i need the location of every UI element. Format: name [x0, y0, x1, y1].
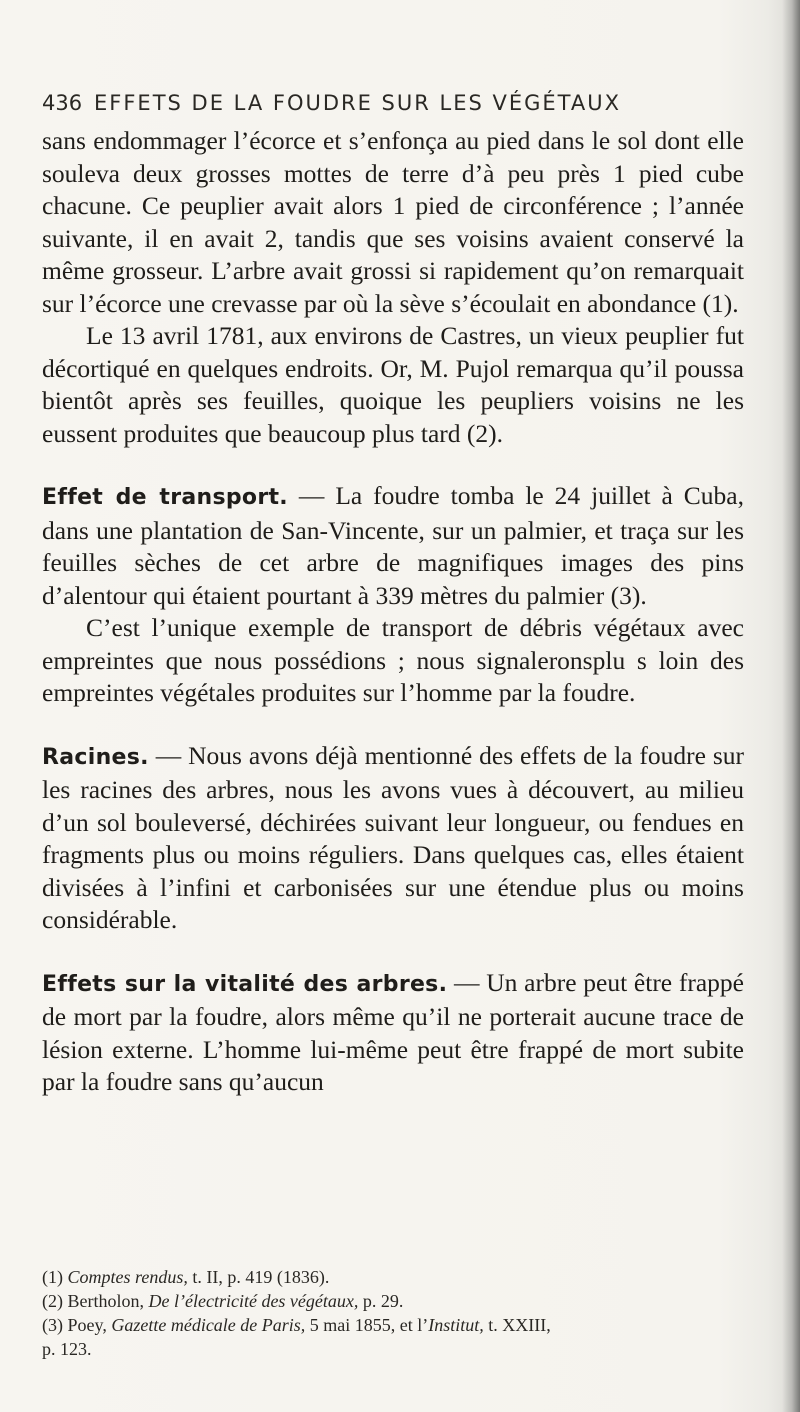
footnotes: [42, 1265, 742, 1361]
section-text-vitalite: — Un arbre peut être frappé de mort par la foudre, alors même qu’il ne porterait aucune trace de lésion externe. L’homme lui-même peut être frappé de mort subite par la foudre sans qu’aucun: [42, 967, 744, 1096]
footnote-3: (3) Poey, Gazette médicale de Paris, 5 mai 1855, et l’Institut, t. XXIII,: [42, 1315, 551, 1335]
section-racines: [42, 740, 744, 937]
page-number: 436: [42, 91, 83, 115]
footnote-2: (2) Bertholon, De l’électricité des végétaux, p. 29.: [42, 1291, 404, 1311]
section-text-transport: — La foudre tomba le 24 juillet à Cuba, dans une plantation de San-Vincente, sur un palmier, et traça sur les feuilles sèches de cet arbre de magnifiques images des pins d’alentour qui étaient pourtant à 339 mètres du palmier (3).: [42, 481, 744, 610]
running-header: [42, 91, 742, 121]
section-heading-racines: Racines.: [42, 744, 149, 770]
section-text-racines: — Nous avons déjà mentionné des effets de la foudre sur les racines des arbres, nous les avons vues à découvert, au milieu d’un sol bouleversé, déchirées suivant leur longueur, ou fendues en fragments plus ou moins réguliers. Dans quelques cas, elles étaient divisées à l’infini et carbonisées sur une étendue plus ou moins considérable.: [42, 740, 744, 934]
section-heading-vitalite: Effets sur la vitalité des arbres.: [42, 971, 448, 997]
section-heading-transport: Effet de transport.: [42, 485, 288, 510]
section-transport: [42, 480, 744, 612]
paragraph-4: C’est l’unique exemple de transport de débris végétaux avec empreintes que nous possédions ; nous signaleronsplu s loin des empreintes végétales produites sur l’homme par la foudre.: [42, 613, 744, 707]
main-text: [42, 125, 744, 1099]
paragraph-2: Le 13 avril 1781, aux environs de Castres, un vieux peuplier fut décortiqué en quelques endroits. Or, M. Pujol remarqua qu’il poussa bientôt après ses feuilles, quoique les peupliers voisins ne les eussent produites que beaucoup plus tard (2).: [42, 321, 744, 448]
paragraph-1: sans endommager l’écorce et s’enfonça au pied dans le sol dont elle souleva deux grosses mottes de terre d’à peu près 1 pied cube chacune. Ce peuplier avait alors 1 pied de circonférence ; l’année suivante, il en avait 2, tandis que ses voisins avaient conservé la même grosseur. L’arbre avait grossi si rapidement qu’on remarquait sur l’écorce une crevasse par où la sève s’écoulait en abondance (1).: [42, 126, 744, 318]
section-vitalite: [42, 967, 744, 1099]
page-edge-shadow: [782, 0, 800, 1412]
footnote-1: (1) Comptes rendus, t. II, p. 419 (1836).: [42, 1267, 330, 1287]
running-title: EFFETS DE LA FOUDRE SUR LES VÉGÉTAUX: [94, 91, 621, 115]
footnote-3-continued: p. 123.: [42, 1339, 92, 1359]
